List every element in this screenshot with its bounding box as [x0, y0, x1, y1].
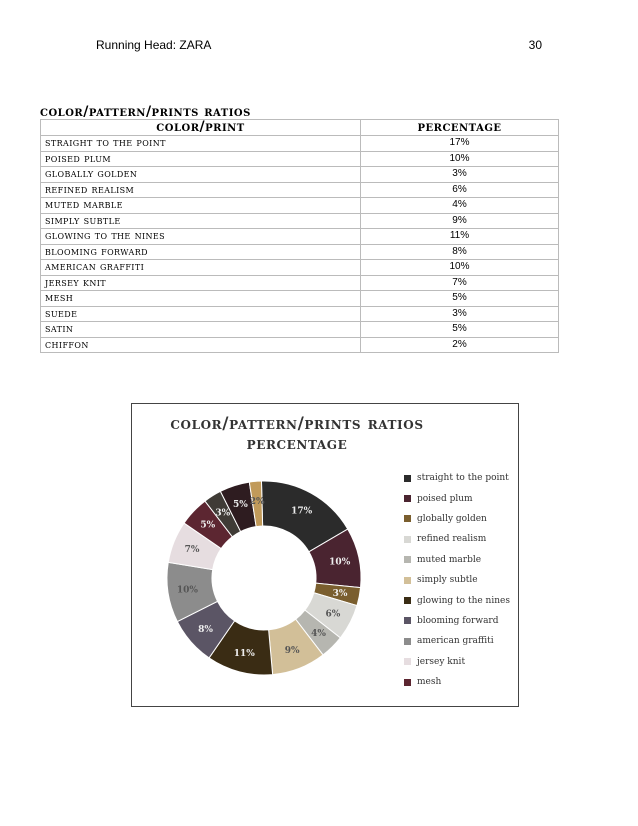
legend-item — [404, 672, 510, 692]
data-label: 2% — [249, 496, 265, 507]
legend-label: jersey knit — [417, 656, 466, 667]
legend-label: american graffiti — [417, 636, 494, 647]
row-color-print: poised plum — [41, 151, 361, 167]
legend-item — [404, 488, 510, 508]
row-percentage: 4% — [361, 198, 559, 214]
row-percentage: 10% — [361, 260, 559, 276]
row-color-print: refined realism — [41, 182, 361, 198]
row-color-print: mesh — [41, 291, 361, 307]
legend-swatch — [404, 679, 411, 686]
row-color-print: suede — [41, 306, 361, 322]
row-percentage: 11% — [361, 229, 559, 245]
legend-label: poised plum — [417, 493, 473, 504]
row-color-print: glowing to the nines — [41, 229, 361, 245]
table-body — [41, 136, 559, 353]
legend-label: globally golden — [417, 513, 487, 524]
table-title: color/pattern/prints ratios — [40, 104, 251, 120]
table-row — [41, 337, 559, 353]
table-row — [41, 291, 559, 307]
legend-swatch — [404, 597, 411, 604]
legend-label: muted marble — [417, 554, 482, 565]
page-number: 30 — [528, 38, 542, 52]
row-percentage: 2% — [361, 337, 559, 353]
legend-label: blooming forward — [417, 615, 499, 626]
data-label: 6% — [325, 609, 341, 620]
legend-item — [404, 509, 510, 529]
legend-swatch — [404, 536, 411, 543]
ratios-table — [40, 119, 559, 353]
legend-swatch — [404, 475, 411, 482]
row-color-print: globally golden — [41, 167, 361, 183]
data-label: 11% — [233, 648, 255, 659]
data-label: 9% — [284, 646, 300, 657]
data-label: 5% — [200, 520, 216, 531]
table-header-row — [41, 120, 559, 136]
legend-item — [404, 611, 510, 631]
row-percentage: 10% — [361, 151, 559, 167]
legend-item — [404, 631, 510, 651]
legend-swatch — [404, 577, 411, 584]
table-row — [41, 182, 559, 198]
running-head: Running Head: ZARA — [96, 38, 212, 52]
data-label: 7% — [184, 545, 200, 556]
table-row — [41, 260, 559, 276]
donut-chart — [131, 403, 519, 707]
row-percentage: 3% — [361, 306, 559, 322]
table-row — [41, 213, 559, 229]
row-color-print: simply subtle — [41, 213, 361, 229]
legend-item — [404, 550, 510, 570]
legend-swatch — [404, 658, 411, 665]
table-row — [41, 244, 559, 260]
legend-item — [404, 468, 510, 488]
data-label: 3% — [215, 508, 231, 519]
column-header-color-print: color/print — [41, 120, 361, 136]
legend-label: glowing to the nines — [417, 595, 510, 606]
legend-item — [404, 570, 510, 590]
row-color-print: straight to the point — [41, 136, 361, 152]
legend-item — [404, 590, 510, 610]
legend-label: straight to the point — [417, 473, 509, 484]
row-color-print: satin — [41, 322, 361, 338]
legend-item — [404, 529, 510, 549]
row-percentage: 5% — [361, 322, 559, 338]
row-color-print: muted marble — [41, 198, 361, 214]
data-label: 10% — [176, 585, 198, 596]
row-percentage: 17% — [361, 136, 559, 152]
page-header — [96, 38, 542, 52]
data-label: 5% — [233, 500, 248, 511]
data-label: 4% — [311, 629, 326, 640]
legend-swatch — [404, 638, 411, 645]
table-row — [41, 322, 559, 338]
table-row — [41, 151, 559, 167]
legend-swatch — [404, 556, 411, 563]
row-percentage: 5% — [361, 291, 559, 307]
table-row — [41, 198, 559, 214]
row-color-print: chiffon — [41, 337, 361, 353]
row-percentage: 7% — [361, 275, 559, 291]
legend-label: simply subtle — [417, 575, 478, 586]
data-label: 8% — [198, 624, 214, 635]
data-label: 10% — [329, 557, 351, 568]
legend-swatch — [404, 617, 411, 624]
legend-label: refined realism — [417, 534, 487, 545]
data-label: 3% — [332, 588, 348, 599]
table-row — [41, 167, 559, 183]
legend-swatch — [404, 515, 411, 522]
table-row — [41, 136, 559, 152]
chart-title: color/pattern/prints ratios percentage — [170, 414, 424, 454]
row-color-print: american graffiti — [41, 260, 361, 276]
chart-legend — [404, 468, 510, 692]
table-row — [41, 229, 559, 245]
row-percentage: 6% — [361, 182, 559, 198]
data-label: 17% — [291, 506, 313, 517]
table-row — [41, 306, 559, 322]
legend-item — [404, 652, 510, 672]
row-color-print: jersey knit — [41, 275, 361, 291]
row-color-print: blooming forward — [41, 244, 361, 260]
legend-label: mesh — [417, 677, 442, 688]
row-percentage: 3% — [361, 167, 559, 183]
row-percentage: 8% — [361, 244, 559, 260]
column-header-percentage: percentage — [361, 120, 559, 136]
table-row — [41, 275, 559, 291]
legend-swatch — [404, 495, 411, 502]
row-percentage: 9% — [361, 213, 559, 229]
